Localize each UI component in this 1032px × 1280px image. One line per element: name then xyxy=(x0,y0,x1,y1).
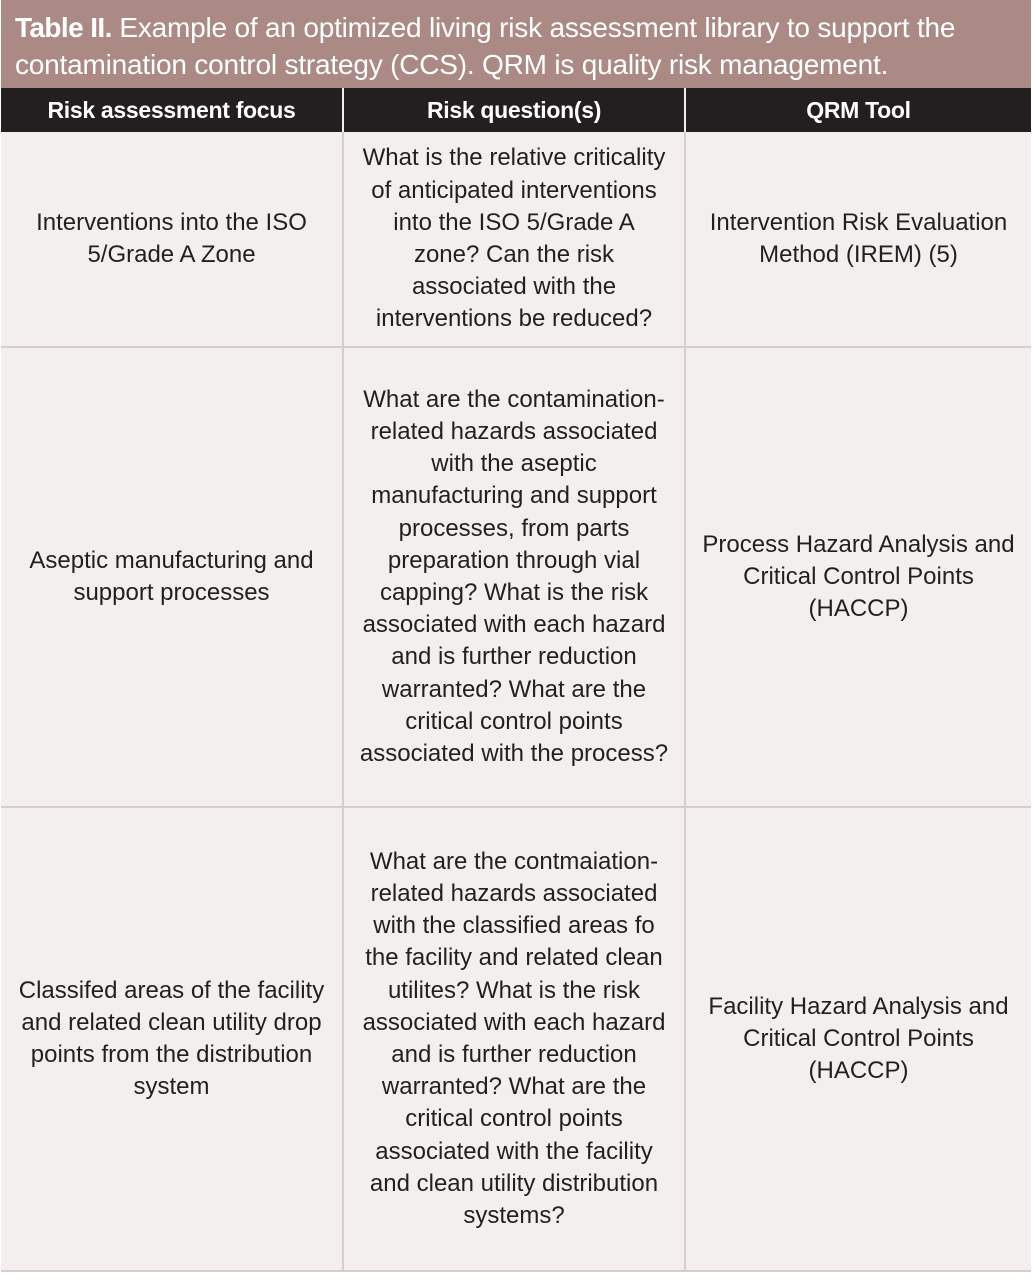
cell-tool: Process Hazard Analysis and Critical Control Points (HACCP) xyxy=(685,347,1031,807)
cell-question: What are the contmaiation-related hazards associated with the classified areas fo the facility and related clean utilites? What is the risk associated with each hazard and is further reduction warranted? What are the critical control points associated with the facility and clean utility distribution systems? xyxy=(343,807,685,1271)
header-qrm-tool: QRM Tool xyxy=(685,88,1031,132)
caption-text: Example of an optimized living risk assessment library to support the contamination control strategy (CCS). QRM is quality risk management. xyxy=(15,12,956,80)
cell-tool: Facility Hazard Analysis and Critical Control Points (HACCP) xyxy=(685,807,1031,1271)
table-caption xyxy=(1,0,1031,88)
table-row xyxy=(1,132,1031,347)
header-risk-questions: Risk question(s) xyxy=(343,88,685,132)
cell-focus: Classifed areas of the facility and related clean utility drop points from the distribution system xyxy=(1,807,343,1271)
cell-focus: Interventions into the ISO 5/Grade A Zone xyxy=(1,132,343,347)
risk-assessment-table xyxy=(1,88,1031,1272)
table-row xyxy=(1,347,1031,807)
cell-tool: Intervention Risk Evaluation Method (IREM) (5) xyxy=(685,132,1031,347)
cell-question: What is the relative criticality of anticipated interventions into the ISO 5/Grade A zone? Can the risk associated with the interventions be reduced? xyxy=(343,132,685,347)
cell-focus: Aseptic manufacturing and support processes xyxy=(1,347,343,807)
table-figure xyxy=(1,0,1031,1280)
header-risk-assessment-focus: Risk assessment focus xyxy=(1,88,343,132)
caption-label: Table II. xyxy=(15,12,112,43)
table-header-row xyxy=(1,88,1031,132)
cell-question: What are the contamination-related hazards associated with the aseptic manufacturing and support processes, from parts preparation through vial capping? What is the risk associated with each hazard and is further reduction warranted? What are the critical control points associated with the process? xyxy=(343,347,685,807)
table-row xyxy=(1,807,1031,1271)
